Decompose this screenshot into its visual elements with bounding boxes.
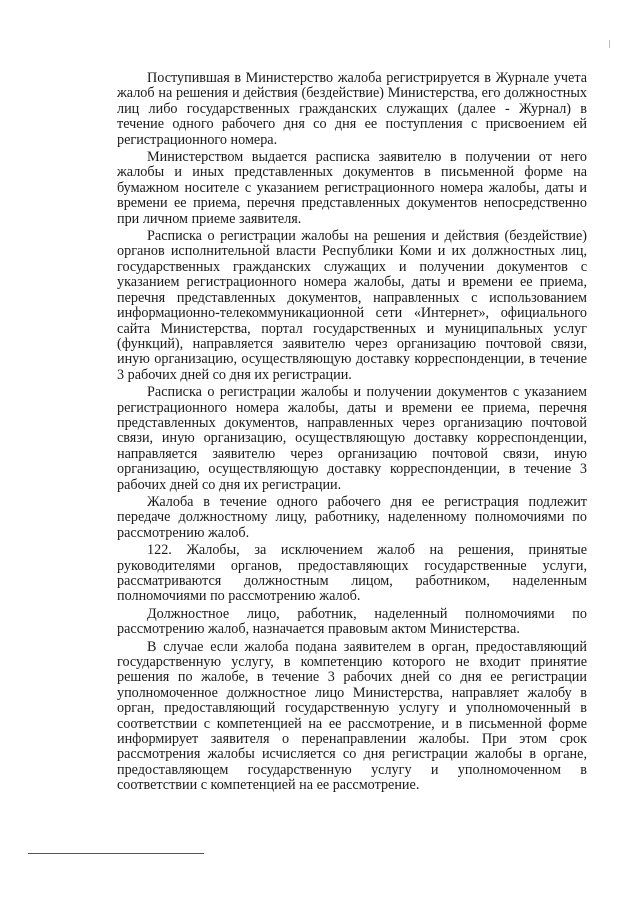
scan-mark [609,40,610,48]
paragraph-redirect-complaint: В случае если жалоба подана заявителем в орган, предоставляющий государственную услугу, в компетенцию которого не входит принятие решения по жалобе, в течение 3 рабочих дней со дня ее регистрации уполномоченное должностное лицо Министерства, направляет жалобу в орган, предоставляющий государственную услугу и уполномоченный в соответствии с компетенцией на ее рассмотрение, и в письменной форме информирует заявителя о перенаправлении жалобы. При этом срок рассмотрения жалобы исчисляется со дня регистрации жалобы в органе, предоставляющем государственную услугу и уполномоченном в соответствии с компетенцией на ее рассмотрение. [117,638,587,794]
paragraph-transfer-to-official: Жалоба в течение одного рабочего дня ее регистрация подлежит передаче должностному лицу, работнику, наделенному полномочиями по рассмотрению жалоб. [117,493,587,541]
paragraph-complaint-registration: Поступившая в Министерство жалоба регистрируется в Журнале учета жалоб на решения и действия (бездействие) Министерства, его должностных лиц либо государственных гражданских служащих (далее - Журнал) в течение одного рабочего дня со дня ее поступления с присвоением ей регистрационного номера. [117,70,587,148]
paragraph-receipt-postal: Расписка о регистрации жалобы и получении документов с указанием регистрационного номера жалобы, даты и времени ее приема, перечня представленных документов, направленных через организацию почтовой связи, иную организацию, осуществляющую доставку корреспонденции, направляется заявителю через организацию почтовой связи, иную организацию, осуществляющую доставку корреспонденции, в течение 3 рабочих дней со дня их регистрации. [117,384,587,493]
paragraph-section-122: 122. Жалобы, за исключением жалоб на решения, принятые руководителями органов, предоставляющих государственные услуги, рассматриваются должностным лицом, работником, наделенным полномочиями по рассмотрению жалоб. [117,542,587,605]
document-body [117,71,587,796]
paragraph-receipt-in-person: Министерством выдается расписка заявителю в получении от него жалобы и иных представленных документов в письменной форме на бумажном носителе с указанием регистрационного номера жалобы, даты и времени ее приема, перечня представленных документов непосредственно при личном приеме заявителя. [117,149,587,227]
paragraph-receipt-internet: Расписка о регистрации жалобы на решения и действия (бездействие) органов исполнительной власти Республики Коми и их должностных лиц, государственных гражданских служащих и получении документов с указанием регистрационного номера жалобы, даты и времени ее приема, перечня представленных документов, направленных с использованием информационно-телекоммуникационной сети «Интернет», официального сайта Министерства, портал государственных и муниципальных услуг (функций), направляется заявителю через организацию почтовой связи, иную организацию, осуществляющую доставку корреспонденции, в течение 3 рабочих дней со дня их регистрации. [117,228,587,383]
paragraph-official-appointment: Должностное лицо, работник, наделенный полномочиями по рассмотрению жалоб, назначается правовым актом Министерства. [117,605,587,638]
footnote-separator [28,853,204,854]
